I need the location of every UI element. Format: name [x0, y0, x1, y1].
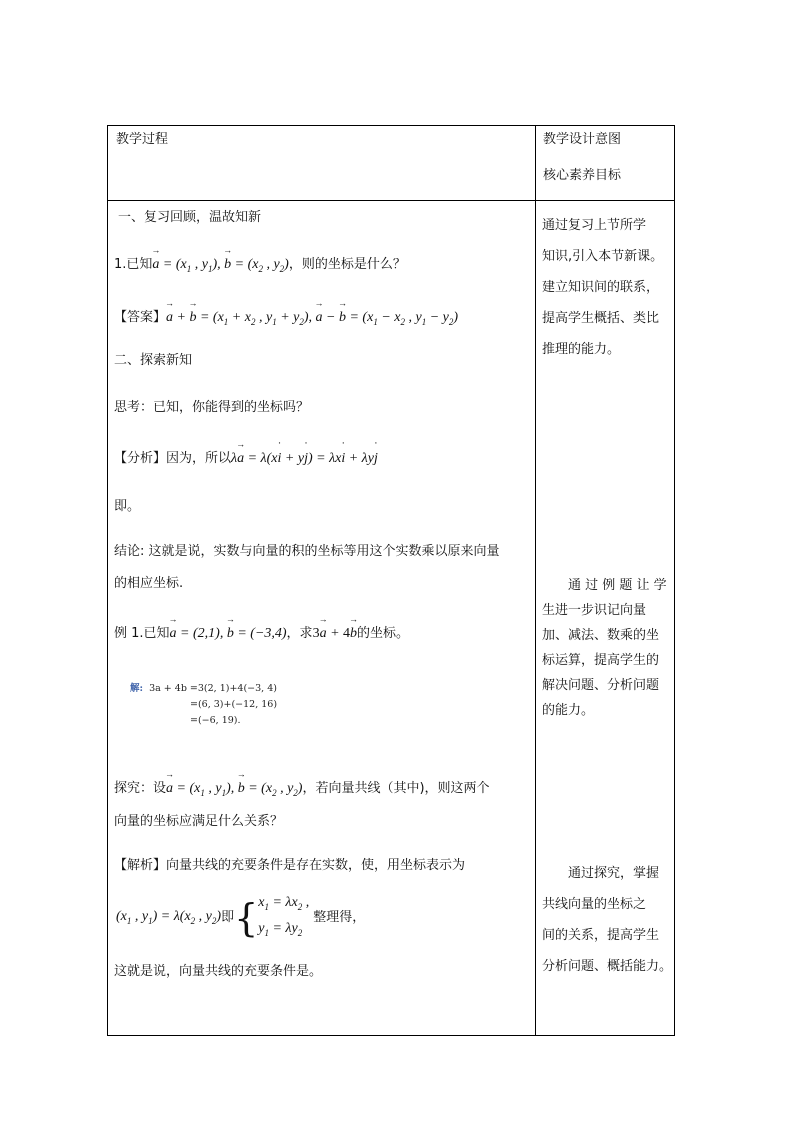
zhengli-label: 整理得， [313, 910, 366, 925]
explore-suffix: ，若向量共线（其中)，则这两个 [302, 781, 490, 796]
solution-image [130, 681, 277, 729]
header-left: 教学过程 [116, 132, 169, 147]
explore-prefix: 探究：设 [114, 781, 167, 796]
intent-review [542, 210, 663, 365]
intent-example-line: 的能力。 [542, 703, 595, 718]
q1-suffix: ，则的坐标是什么？ [288, 257, 406, 272]
solution-line-1: 3a + 4b =3(2, 1)+4(−3, 4) [149, 683, 277, 694]
jiexi-text: 向量共线的充要条件是存在实数，使，用坐标表示为 [166, 858, 466, 873]
ex1-suffix: 的坐标。 [357, 626, 410, 641]
coordinate-equation [116, 892, 365, 944]
section-explore: 二、探索新知 [114, 353, 193, 368]
intent-example-line: 生进一步识记向量 [542, 603, 647, 618]
conclusion-line-1: 结论: 这就是说，实数与向量的积的坐标等用这个实数乘以原来向量 [114, 544, 500, 559]
ji2-label: 即 [221, 910, 235, 925]
intent-example-line: 加、减法、数乘的坐 [542, 628, 660, 643]
intent-review-line: 提高学生概括、类比 [542, 311, 660, 326]
brace-icon: { [234, 895, 259, 940]
header-divider [108, 200, 674, 201]
formula-answer: → a + → $b = (x_1 + x_2$ , $y_1 + y_2$), → a − → $b = (x_1 - x_2$ , $y_1 - y_2$) [166, 310, 458, 325]
answer-line [114, 310, 458, 328]
formula-lambda: λ→ a = λ(x˙ i + y˙ j) = λx˙ i + λy˙ j [231, 451, 378, 466]
intent-explore-line: 共线向量的坐标之 [542, 897, 647, 912]
jiexi-label: 【解析】 [114, 858, 167, 873]
formula-3a4b: 3→ a + 4→ b [313, 626, 357, 641]
intent-example [542, 573, 667, 723]
formula-ab: → $a = (x_1$ , $y_1$), → $b = (x_2$ , $y_2$) [152, 257, 288, 272]
intent-example-line: 通 过 例 题 让 学 [568, 578, 667, 593]
ex1-mid: ，求 [286, 626, 313, 641]
analysis-line [114, 451, 378, 468]
intent-explore-line: 间的关系，提高学生 [542, 928, 660, 943]
intent-example-line: 标运算，提高学生的 [542, 653, 660, 668]
answer-label: 【答案】 [114, 310, 167, 325]
intent-review-line: 通过复习上节所学 [542, 218, 647, 233]
explore-line-2: 向量的坐标应满足什么关系？ [114, 814, 284, 829]
explore-line-1 [114, 781, 490, 799]
analysis-text: 因为，所以 [166, 451, 232, 466]
conclusion-line-2: 的相应坐标. [114, 576, 184, 591]
section-review: 一、复习回顾，温故知新 [118, 210, 262, 225]
jiexi-line [114, 858, 465, 874]
formula-system: $x_1 = \lambda x_2$ , $y_1 = \lambda y_2$ [258, 895, 310, 938]
intent-review-line: 建立知识间的联系， [542, 280, 660, 295]
intent-explore [542, 858, 672, 982]
intent-review-line: 知识,引入本节新课。 [542, 249, 664, 264]
intent-example-line: 解决问题、分析问题 [542, 678, 660, 693]
header-right-1: 教学设计意图 [543, 132, 622, 147]
solution-label: 解: [130, 683, 144, 694]
think-question: 思考：已知，你能得到的坐标吗？ [114, 400, 310, 415]
final-line: 这就是说，向量共线的充要条件是。 [114, 964, 323, 979]
formula-lambda-coords: ($x_1$ , $y_1) = \lambda(x_2$ , $y_2$) [116, 909, 222, 926]
intent-explore-line: 通过探究，掌握 [568, 866, 660, 881]
formula-ex1: → a = (2,1), → b = (−3,4) [170, 626, 287, 641]
solution-line-2: =(6, 3)+(−12, 16) [190, 699, 278, 710]
q1-prefix: 1.已知 [114, 257, 153, 272]
formula-explore: → $a = (x_1$ , $y_1$), → $b = (x_2$ , $y_2$) [166, 781, 302, 796]
ex1-prefix: 例 1.已知 [114, 626, 170, 641]
ji-line: 即。 [114, 499, 141, 514]
example-1 [114, 626, 409, 643]
question-1 [114, 257, 406, 275]
intent-explore-line: 分析问题、概括能力。 [542, 959, 673, 974]
header-right-2: 核心素养目标 [543, 168, 622, 183]
column-divider [535, 126, 536, 1035]
intent-review-line: 推理的能力。 [542, 342, 621, 357]
analysis-label: 【分析】 [114, 451, 167, 466]
solution-line-3: =(−6, 19). [190, 715, 241, 726]
lesson-table [107, 125, 675, 1036]
